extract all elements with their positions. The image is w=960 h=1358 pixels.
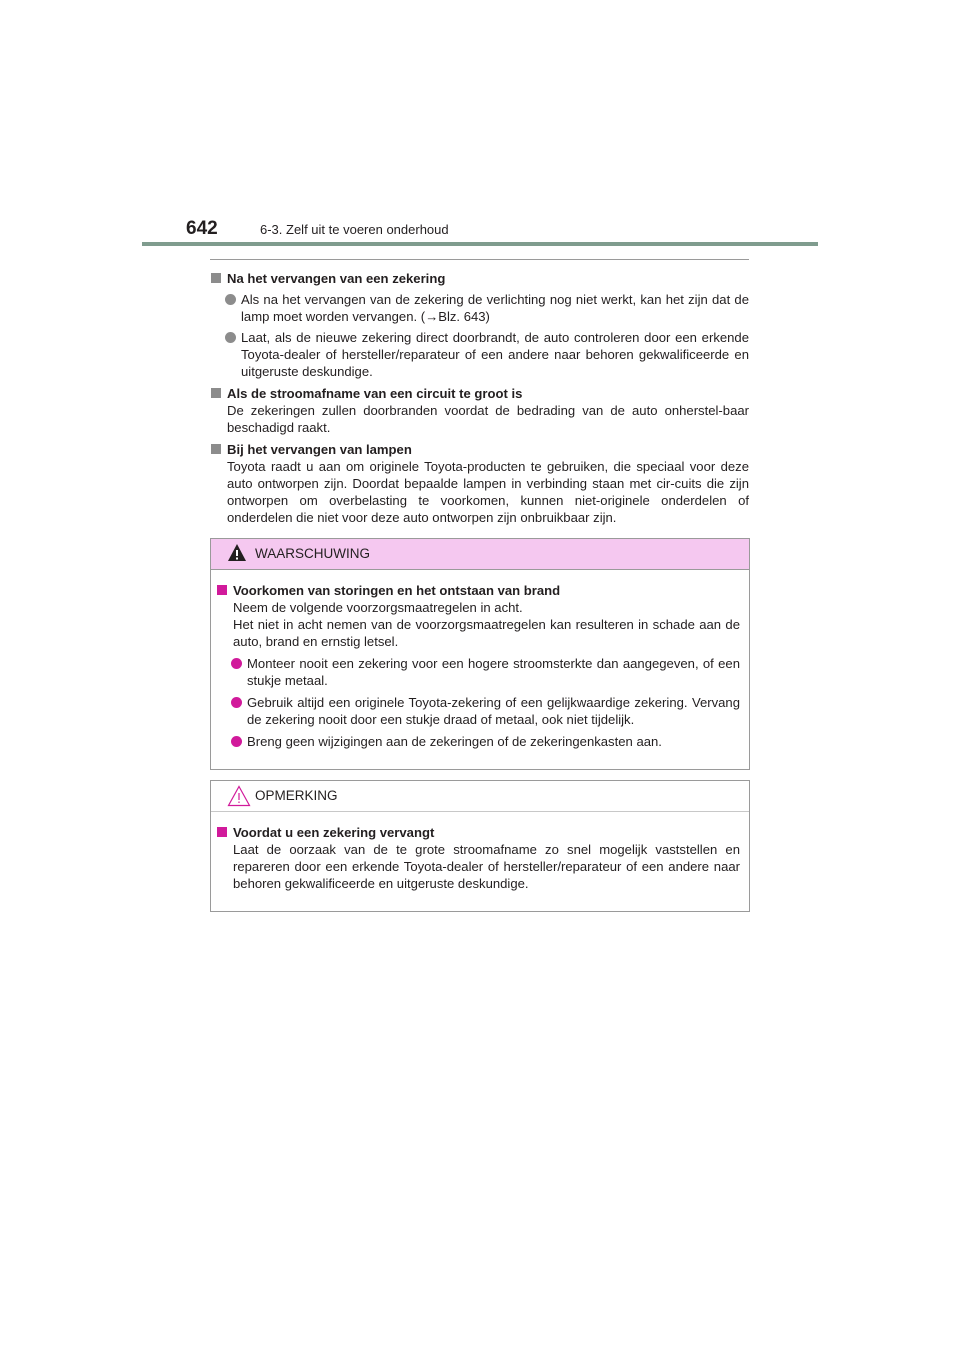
list-item-text: Als na het vervangen van de zekering de verlichting nog niet werkt, kan het zijn dat de lamp moet worden vervangen. (→Blz. 643) [241,292,749,324]
square-bullet-icon [217,585,227,595]
square-bullet-icon [211,388,221,398]
round-bullet-icon [231,736,242,747]
list-item [211,291,749,325]
warning-header [211,539,749,570]
note-body [211,812,749,902]
square-bullet-icon [217,827,227,837]
section-title-text: Na het vervangen van een zekering [227,271,446,286]
section-heading [211,270,749,287]
note-header [211,781,749,812]
warning-list-item [217,655,740,689]
list-item [211,329,749,380]
square-bullet-icon [211,273,221,283]
note-box [210,780,750,912]
warning-triangle-icon [227,543,247,563]
round-bullet-icon [225,332,236,343]
warning-heading [217,582,740,599]
list-item-text: Laat, als de nieuwe zekering direct doorbrandt, de auto controleren door een erkende Toyota-dealer of hersteller/reparateur of een andere naar behoren gekwalificeerde en uitgeruste deskundige. [241,330,749,379]
note-heading [217,824,740,841]
warning-line: Het niet in acht nemen van de voorzorgsmaatregelen kan resulteren in schade aan de auto, brand en ernstig letsel. [233,617,740,649]
section-title-text: Bij het vervangen van lampen [227,442,412,457]
warning-list-item [217,733,740,750]
top-rule [210,259,749,260]
warning-line: Neem de volgende voorzorgsmaatregelen in acht. [233,600,523,615]
section-title-text: Als de stroomafname van een circuit te groot is [227,386,523,401]
warning-list-item [217,694,740,728]
section-heading [211,441,749,458]
section-paragraph: De zekeringen zullen doorbranden voordat de bedrading van de auto onherstel-baar beschadigd raakt. [227,403,749,435]
warning-list-text: Breng geen wijzigingen aan de zekeringen of de zekeringenkasten aan. [247,734,662,749]
note-title: Voordat u een zekering vervangt [233,825,435,840]
warning-list-text: Monteer nooit een zekering voor een hogere stroomsterkte dan aangegeven, of een stukje metaal. [247,656,740,688]
header-rule [142,242,818,246]
warning-list-text: Gebruik altijd een originele Toyota-zekering of een gelijkwaardige zekering. Vervang de zekering nooit door een stukje draad of metaal, ook niet tijdelijk. [247,695,740,727]
page-number: 642 [186,218,218,239]
warning-box [210,538,750,770]
section-title: 6-3. Zelf uit te voeren onderhoud [260,222,449,237]
notice-triangle-icon [227,785,251,807]
note-label: OPMERKING [255,788,338,803]
section-heading [211,385,749,402]
round-bullet-icon [225,294,236,305]
warning-body [211,570,749,760]
section-paragraph: Toyota raadt u aan om originele Toyota-producten te gebruiken, die speciaal voor deze auto ontworpen zijn. Doordat bepaalde lampen in verbinding staan met cir-cuits die zijn ontworpen om overbelasting te voorkomen, kunnen niet-originele onderdelen of onderdelen die niet voor deze auto ontworpen zijn onbruikbaar zijn. [227,459,749,525]
round-bullet-icon [231,658,242,669]
main-content [211,266,749,526]
note-text: Laat de oorzaak van de te grote stroomafname zo snel mogelijk vaststellen en repareren door een erkende Toyota-dealer of hersteller/reparateur of een andere naar behoren gekwalificeerde en uitgeruste deskundige. [233,842,740,891]
square-bullet-icon [211,444,221,454]
warning-title: Voorkomen van storingen en het ontstaan van brand [233,583,561,598]
round-bullet-icon [231,697,242,708]
warning-label: WAARSCHUWING [255,546,370,561]
